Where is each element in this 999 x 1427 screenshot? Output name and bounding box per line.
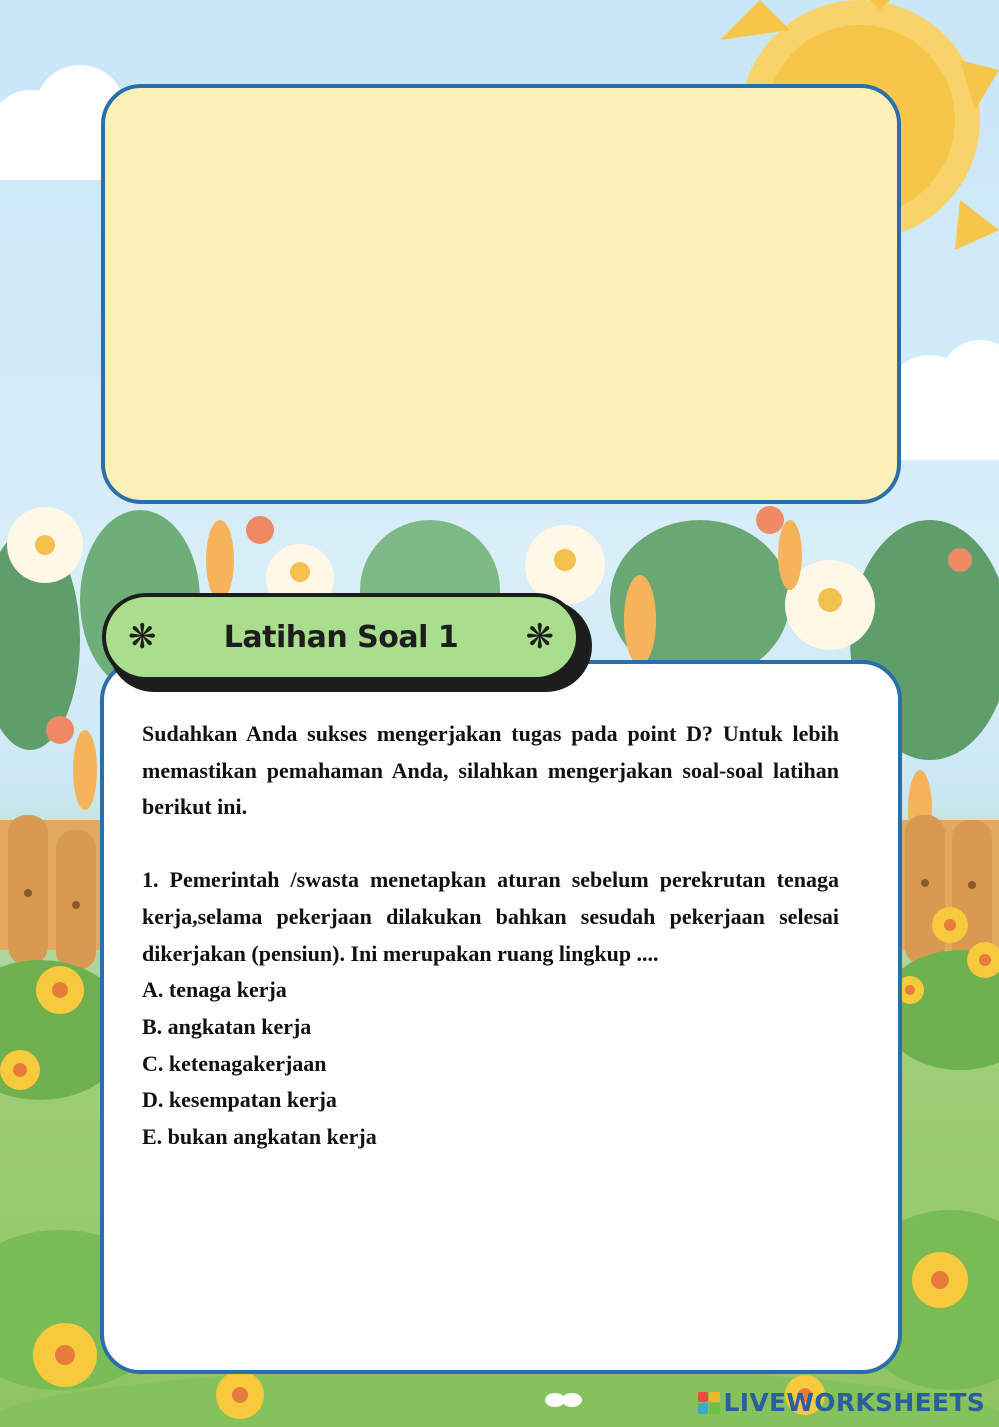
liveworksheets-watermark <box>698 1388 985 1417</box>
title-banner <box>102 593 580 681</box>
page-title: Latihan Soal 1 <box>223 619 459 655</box>
answer-option-c: C. ketenagakerjaan <box>142 1050 327 1076</box>
wooden-fence-left-icon <box>0 815 100 970</box>
blank-info-box <box>101 84 901 504</box>
liveworksheets-logo-icon <box>698 1392 720 1414</box>
answer-option-b: B. angkatan kerja <box>142 1013 312 1039</box>
answer-option-a: A. tenaga kerja <box>142 977 287 1003</box>
intro-paragraph: Sudahkan Anda sukses mengerjakan tugas pada point D? Untuk lebih memastikan pemahaman Anda, silahkan mengerjakan soal-soal latihan berikut ini. <box>142 721 839 820</box>
answer-option-d: D. kesempatan kerja <box>142 1087 337 1113</box>
asterisk-flower-icon: ❋ <box>128 617 157 657</box>
watermark-text: LIVEWORKSHEETS <box>723 1388 985 1417</box>
exercise-content <box>142 716 839 1156</box>
asterisk-flower-icon: ❋ <box>525 617 554 657</box>
question-text: 1. Pemerintah /swasta menetapkan aturan sebelum perekrutan tenaga kerja,selama pekerjaan dilakukan bahkan sesudah pekerjaan selesai dikerjakan (pensiun). Ini merupakan ruang lingkup .... <box>142 867 839 966</box>
answer-option-e: E. bukan angkatan kerja <box>142 1124 377 1150</box>
cloud-right-icon <box>885 340 999 460</box>
